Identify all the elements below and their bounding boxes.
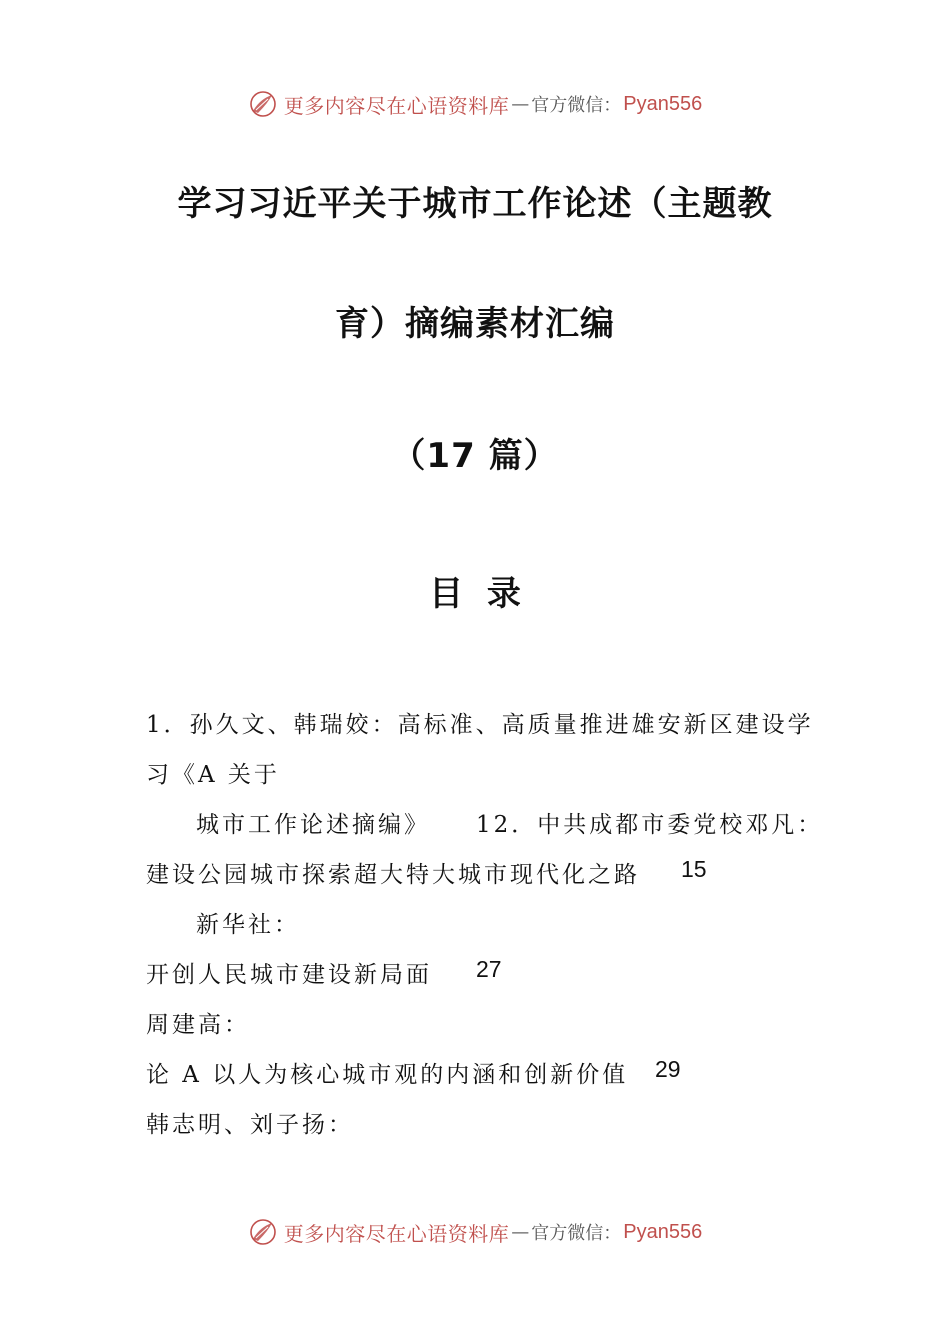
toc-line-2: 习《A 关于 — [146, 762, 280, 788]
document-title-line-2: 育）摘编素材汇编 — [335, 304, 615, 344]
banner-wechat-id: Pyan556 — [623, 92, 703, 115]
banner-dash: — — [511, 93, 530, 115]
banner-wechat-id: Pyan556 — [623, 1220, 703, 1243]
toc-line-4: 建设公园城市探索超大特大城市现代化之路 — [146, 862, 640, 888]
toc-line-8: 论 A 以人为核心城市观的内涵和创新价值 — [146, 1062, 629, 1088]
toc-line-1: 1．孙久文、韩瑞姣：高标准、高质量推进雄安新区建设学 — [146, 712, 814, 738]
toc-line-6: 开创人民城市建设新局面 — [146, 962, 432, 988]
banner-text: 更多内容尽在心语资料库 — [283, 93, 510, 118]
document-count: （17 篇） — [391, 436, 559, 476]
banner-wechat-label: 官方微信： — [531, 95, 622, 116]
toc-line-7: 周建高： — [146, 1012, 250, 1038]
toc-line-3b: 12．中共成都市委党校邓凡： — [476, 812, 824, 838]
banner-dash: — — [511, 1221, 530, 1243]
pen-nib-logo-icon — [248, 89, 278, 119]
toc-page-15 — [681, 856, 707, 883]
toc-line-9: 韩志明、刘子扬： — [146, 1112, 354, 1138]
toc-page-number: 29 — [655, 1056, 681, 1082]
toc-page-number: 15 — [681, 856, 707, 882]
footer-banner — [0, 1212, 950, 1252]
toc-page-number: 27 — [476, 956, 502, 982]
banner-text: 更多内容尽在心语资料库 — [283, 1221, 510, 1246]
toc-heading: 目 录 — [429, 574, 521, 614]
toc-page-27 — [476, 956, 502, 983]
toc-page-29 — [655, 1056, 681, 1083]
header-banner — [0, 84, 950, 124]
toc-line-5: 新华社： — [196, 912, 300, 938]
banner-wechat-label: 官方微信： — [531, 1223, 622, 1244]
pen-nib-logo-icon — [248, 1217, 278, 1247]
document-title-line-1: 学习习近平关于城市工作论述（主题教 — [177, 184, 773, 224]
toc-line-3a: 城市工作论述摘编》 — [196, 812, 430, 838]
